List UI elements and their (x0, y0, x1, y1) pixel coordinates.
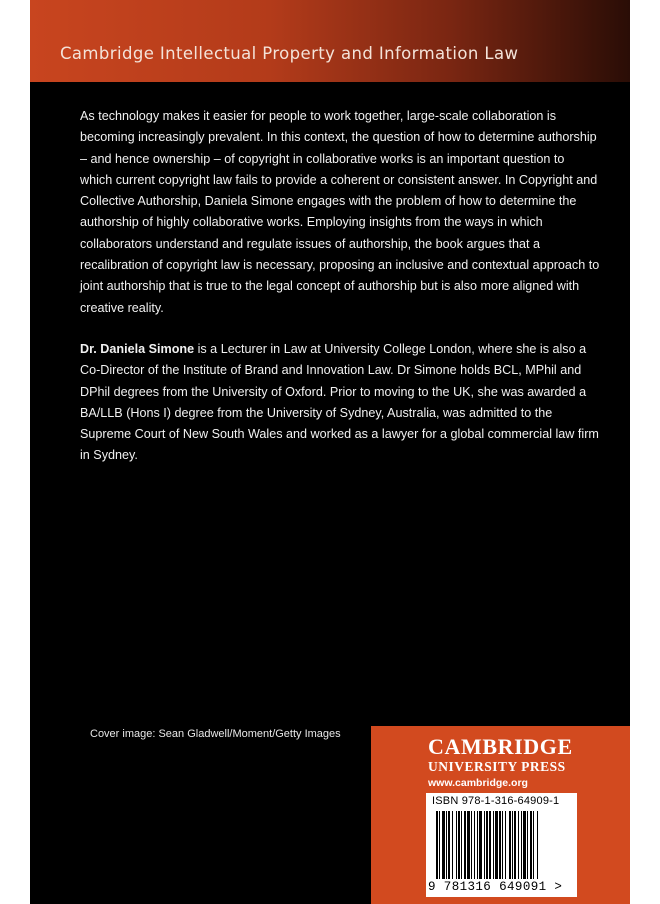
barcode-bar (458, 811, 460, 879)
barcode-bar (489, 811, 491, 879)
barcode-bar (479, 811, 482, 879)
barcode-digits: 9 781316 649091 > (428, 880, 563, 894)
publisher-panel (371, 726, 630, 904)
barcode-bar (436, 811, 438, 879)
barcode-bar (527, 811, 528, 879)
barcode-bar (448, 811, 450, 879)
publisher-url[interactable]: www.cambridge.org (428, 777, 528, 789)
author-name: Dr. Daniela Simone (80, 341, 195, 356)
barcode-bar (467, 811, 470, 879)
series-title: Cambridge Intellectual Property and Information Law (60, 44, 519, 63)
barcode-bar (505, 811, 506, 879)
barcode-bar (446, 811, 447, 879)
barcode-bar (474, 811, 475, 879)
back-cover (30, 0, 630, 904)
isbn: ISBN 978-1-316-64909-1 (432, 795, 560, 807)
barcode-bar (514, 811, 516, 879)
barcode-bar (461, 811, 462, 879)
barcode-bar (484, 811, 485, 879)
barcode-bar (464, 811, 466, 879)
barcode-bar (537, 811, 538, 879)
barcode-bar (509, 811, 511, 879)
cover-image-credit: Cover image: Sean Gladwell/Moment/Getty Images (90, 728, 341, 740)
barcode-bar (442, 811, 445, 879)
publisher-name: CAMBRIDGE (428, 734, 573, 759)
barcode-bar (486, 811, 488, 879)
blurb (80, 106, 600, 487)
barcode-bar (521, 811, 522, 879)
series-band (30, 0, 630, 82)
book-description: As technology makes it easier for people to work together, large-scale collaboration is becoming increasingly prevalent. In this context, the question of how to determine authorship – and hence ownership – of copyright in collaborative works is an important question to which current copyright law fails to provide a coherent or consistent answer. In Copyright and Collective Authorship, Daniela Simone engages with the problem of how to determine the authorship of highly collaborative works. Employing insights from the ways in which collaborators understand and regulate issues of authorship, the book argues that a recalibration of copyright law is necessary, proposing an inclusive and contextual approach to joint authorship that is true to the legal concept of authorship but is also more aligned with creative reality. (80, 109, 600, 315)
author-bio-text: is a Lecturer in Law at University College London, where she is also a Co-Director of the Institute of Brand and Innovation Law. Dr Simone holds BCL, MPhil and DPhil degrees from the University of Oxford. Prior to moving to the UK, she was awarded a BA/LLB (Hons I) degree from the University of Sydney, Australia, was admitted to the Supreme Court of New South Wales and worked as a lawyer for a global commercial law firm in Sydney. (80, 341, 599, 463)
barcode-box (426, 793, 577, 897)
barcode-bar (530, 811, 532, 879)
barcode-bar (456, 811, 457, 879)
author-bio (80, 339, 600, 467)
barcode-bar (471, 811, 472, 879)
barcode-bar (439, 811, 440, 879)
barcode-bar (495, 811, 498, 879)
barcode-bar (477, 811, 478, 879)
barcode-bar (523, 811, 526, 879)
barcode-bar (512, 811, 513, 879)
barcode-bar (493, 811, 494, 879)
barcode-bar (452, 811, 453, 879)
barcode-bar (533, 811, 534, 879)
barcode-bar (499, 811, 501, 879)
barcode-bar (518, 811, 519, 879)
barcode-bar (502, 811, 503, 879)
publisher-press: UNIVERSITY PRESS (428, 759, 566, 774)
